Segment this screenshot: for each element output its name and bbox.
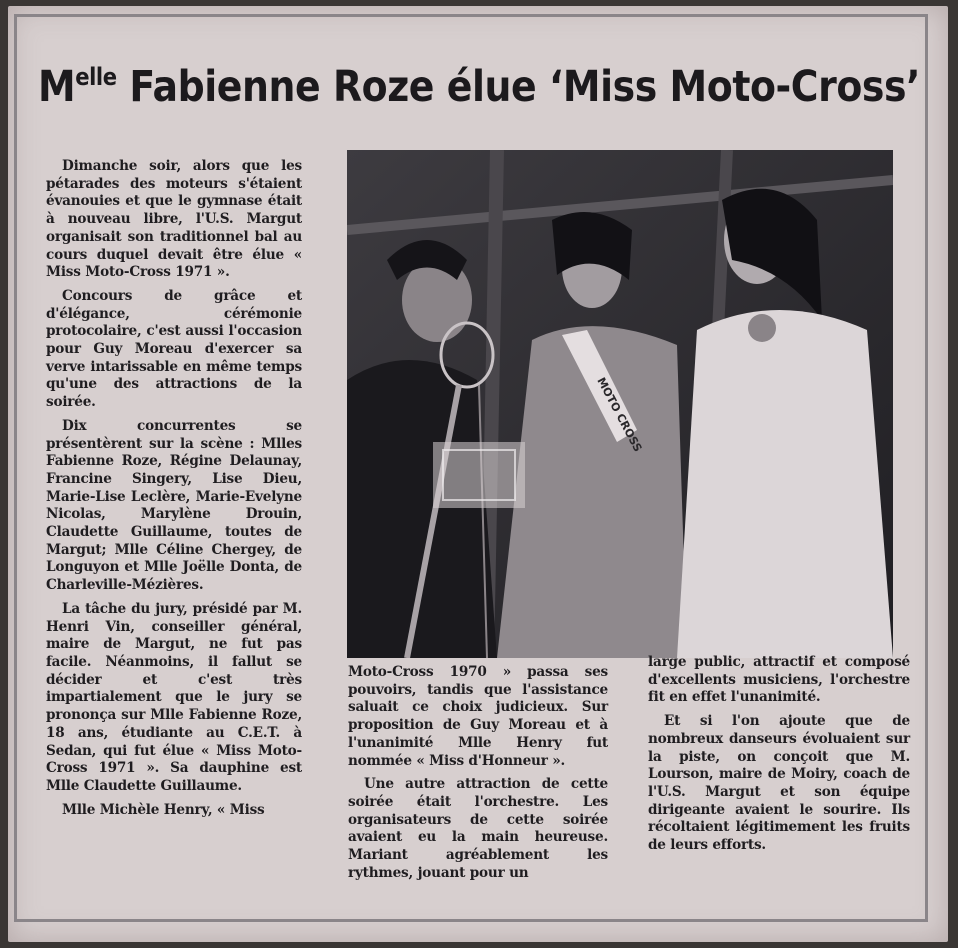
paragraph: Mlle Michèle Henry, « Miss <box>62 801 265 818</box>
article-column-2 <box>348 664 608 888</box>
headline-superscript: elle <box>75 63 117 91</box>
article-column-1 <box>46 158 302 825</box>
article-headline: $M^{elle}$ Fabienne Roze élue ‘Miss Moto-Cross’ <box>38 62 921 112</box>
paragraph: Une autre attraction de cette soirée était l'orchestre. Les organisateurs de cette soirée avaient eu la main heureuse. Mariant agréablement les rythmes, jouant pour un <box>348 776 608 881</box>
article-photo <box>347 150 893 658</box>
paragraph: Concours de grâce et d'élégance, cérémonie protocolaire, c'est aussi l'occasion pour Guy Moreau d'exercer sa verve intarissable en même temps qu'une des attractions de la soirée. <box>46 287 302 411</box>
sash-text: MOTO CROSS <box>594 375 645 455</box>
paragraph: Dimanche soir, alors que les pétarades des moteurs s'étaient évanouies et que le gymnase était à nouveau libre, l'U.S. Margut organisait son traditionnel bal au cours duquel devait être élue « Miss Moto-Cross 1971 ». <box>46 158 302 281</box>
paragraph: large public, attractif et composé d'excellents musiciens, l'orchestre fit en effet l'unanimité. <box>648 654 910 706</box>
paragraph: Moto-Cross 1970 » passa ses pouvoirs, tandis que l'assistance saluait ce choix judicieux. Sur proposition de Guy Moreau et à l'unanimité Mlle Henry fut nommée « Miss d'Honneur ». <box>348 664 608 769</box>
paragraph: Dix concurrentes se présentèrent sur la scène : Mlles Fabienne Roze, Régine Delaunay, Francine Singery, Lise Dieu, Marie-Lise Leclère, Marie-Evelyne Nicolas, Marylène Drouin, Claudette Guillaume, toutes de Margut; Mlle Céline Chergey, de Longuyon et Mlle Joëlle Donta, de Charleville-Mézières. <box>46 417 302 594</box>
paragraph: La tâche du jury, présidé par M. Henri Vin, conseiller général, maire de Margut, ne fut pas facile. Néanmoins, il fallut se décider et c'est très impartialement que le jury se prononça sur Mlle Fabienne Roze, 18 ans, étudiante au C.E.T. à Sedan, qui fut élue « Miss Moto-Cross 1971 ». Sa dauphine est Mlle Claudette Guillaume. <box>46 600 302 794</box>
article-column-3 <box>648 654 910 861</box>
paragraph: Et si l'on ajoute que de nombreux danseurs évoluaient sur la piste, on conçoit que M. Lourson, maire de Moiry, coach de l'U.S. Margut et son équipe dirigeante avaient le sourire. Ils récoltaient légitimement les fruits de leurs efforts. <box>648 713 910 854</box>
